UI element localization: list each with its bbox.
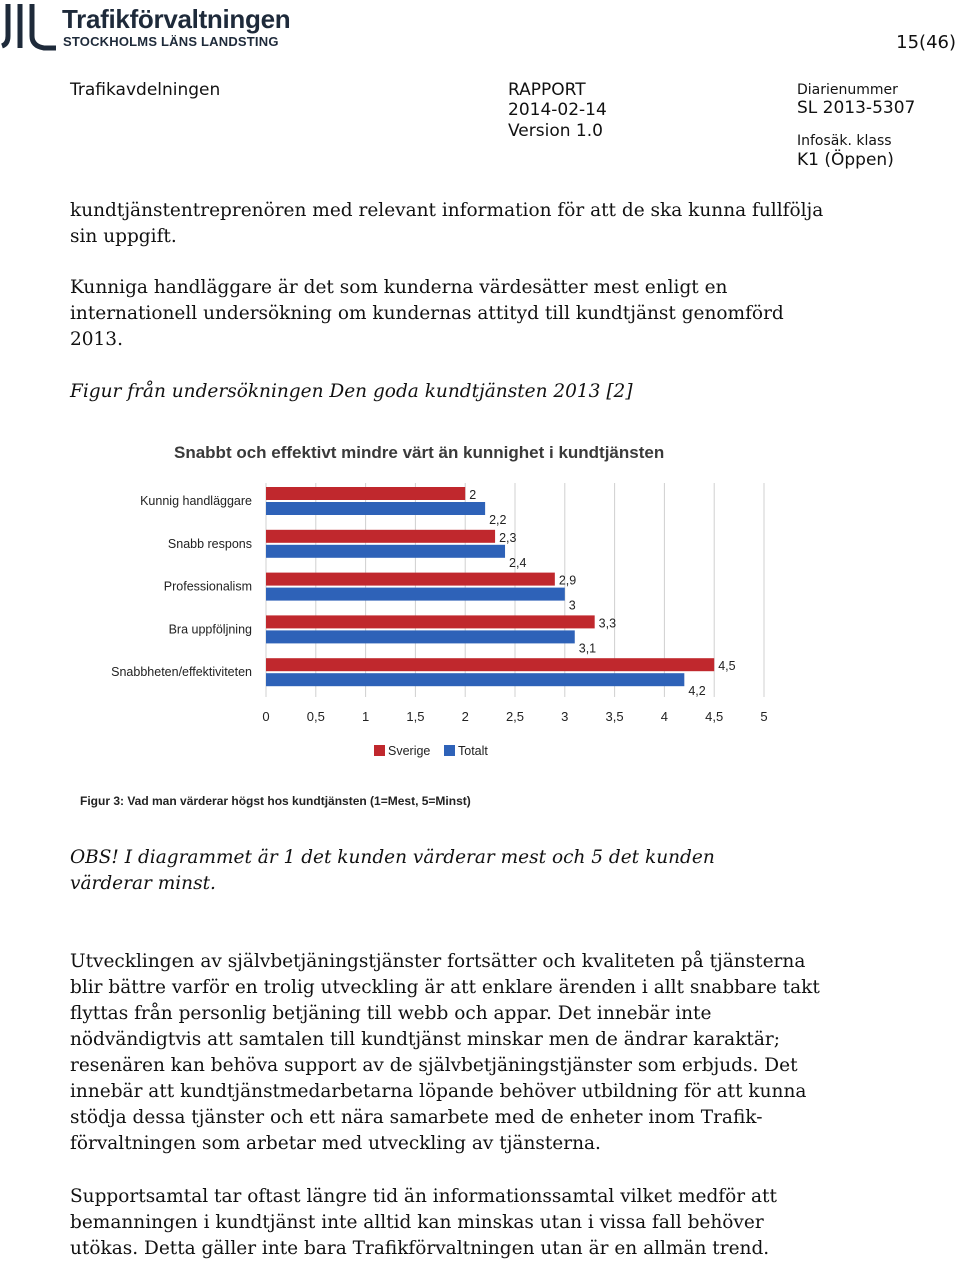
doc-version: Version 1.0: [508, 121, 603, 141]
chart-note: [70, 845, 830, 897]
data-label: 2: [469, 488, 477, 502]
organization-logo: [0, 0, 320, 52]
department-name: Trafikavdelningen: [70, 80, 221, 100]
x-tick-label: 0,5: [306, 709, 325, 724]
x-tick-label: 4: [660, 709, 669, 724]
x-tick-label: 2: [461, 709, 469, 724]
text-line: sin uppgift.: [70, 226, 177, 247]
bar-totalt: [266, 673, 684, 686]
x-tick-label: 0: [262, 709, 270, 724]
logo-subtitle: STOCKHOLMS LÄNS LANDSTING: [63, 34, 279, 49]
x-tick-label: 4,5: [705, 709, 724, 724]
x-tick-label: 1,5: [406, 709, 425, 724]
paragraph-1: [70, 198, 830, 250]
logo-mark-icon: [0, 0, 60, 52]
data-label: 4,2: [688, 684, 706, 699]
chart-x-ticks: [262, 709, 767, 724]
chart-categories: [111, 494, 252, 679]
bar-sverige: [266, 530, 495, 543]
text-line: resenären kan behöva support av de självbetjäningstjänster som erbjuds. Det: [70, 1055, 798, 1076]
page-number: 15(46): [896, 32, 956, 53]
logo-title: Trafikförvaltningen: [62, 4, 291, 34]
text-line: värderar minst.: [70, 873, 216, 894]
data-label: 3: [568, 598, 576, 613]
bar-chart: [60, 425, 780, 820]
legend-label-totalt: Totalt: [458, 744, 488, 758]
figure-caption: Figur 3: Vad man värderar högst hos kundtjänsten (1=Mest, 5=Minst): [80, 794, 471, 808]
legend-swatch-sverige: [374, 745, 385, 756]
data-label: 2,9: [558, 573, 577, 588]
paragraph-2: [70, 275, 830, 353]
doc-type: RAPPORT: [508, 80, 586, 100]
data-label: 2,4: [509, 555, 527, 570]
text-line: Kunniga handläggare är det som kunderna värdesätter mest enligt en: [70, 277, 728, 298]
legend-label-sverige: Sverige: [388, 744, 431, 758]
legend-swatch-totalt: [444, 745, 455, 756]
infosak-value: K1 (Öppen): [797, 150, 894, 170]
data-label: 4,5: [718, 659, 736, 674]
text-line: förvaltningen som arbetar med utveckling av tjänsterna.: [70, 1133, 601, 1154]
figure-label: Figur från undersökningen Den goda kundtjänsten 2013 [2]: [70, 381, 633, 402]
text-line: Supportsamtal tar oftast längre tid än informationssamtal vilket medför att: [70, 1186, 777, 1207]
text-line: bemanningen i kundtjänst inte alltid kan minskas utan i vissa fall behöver: [70, 1212, 764, 1233]
category-label: Professionalism: [163, 579, 252, 594]
x-tick-label: 5: [760, 709, 768, 724]
bar-sverige: [266, 573, 555, 586]
text-line: Utvecklingen av självbetjäningstjänster fortsätter och kvaliteten på tjänsterna: [70, 951, 806, 972]
text-line: nödvändigtvis att samtalen till kundtjänst minskar men de ändrar karaktär;: [70, 1029, 780, 1050]
bar-sverige: [266, 615, 595, 628]
chart-title: Snabbt och effektivt mindre värt än kunnighet i kundtjänsten: [174, 443, 665, 462]
x-tick-label: 1: [361, 709, 370, 724]
x-tick-label: 2,5: [505, 709, 525, 724]
bar-totalt: [266, 545, 505, 558]
category-label: Kunnig handläggare: [140, 494, 252, 508]
diarienummer-value: SL 2013-5307: [797, 98, 916, 118]
x-tick-label: 3: [561, 709, 569, 724]
bar-sverige: [266, 658, 714, 671]
text-line: innebär att kundtjänstmedarbetarna löpande behöver utbildning för att kunna: [70, 1081, 807, 1102]
chart-bars: [266, 487, 736, 698]
bar-sverige: [266, 487, 465, 500]
category-label: Snabb respons: [167, 536, 252, 551]
category-label: Bra uppföljning: [168, 622, 252, 637]
data-label: 2,3: [499, 530, 517, 545]
infosak-label: Infosäk. klass: [797, 133, 892, 149]
text-line: utökas. Detta gäller inte bara Trafikförvaltningen utan är en allmän trend.: [70, 1238, 770, 1259]
data-label: 3,3: [598, 616, 617, 631]
doc-date: 2014-02-14: [508, 100, 607, 120]
text-line: OBS! I diagrammet är 1 det kunden värderar mest och 5 det kunden: [70, 847, 715, 868]
diarienummer-label: Diarienummer: [797, 82, 898, 98]
text-line: 2013.: [70, 329, 123, 350]
data-label: 3,1: [578, 641, 597, 656]
paragraph-3: [70, 949, 830, 1157]
category-label: Snabbheten/effektiviteten: [111, 665, 252, 680]
data-label: 2,2: [489, 513, 507, 527]
bar-totalt: [266, 502, 485, 515]
text-line: kundtjänstentreprenören med relevant information för att de ska kunna fullfölja: [70, 200, 824, 221]
paragraph-4: [70, 1184, 830, 1262]
x-tick-label: 3,5: [605, 709, 624, 724]
bar-totalt: [266, 630, 575, 643]
text-line: internationell undersökning om kundernas attityd till kundtjänst genomförd: [70, 303, 784, 324]
text-line: blir bättre varför en trolig utveckling är att enklare ärenden i allt snabbare takt: [70, 977, 820, 998]
text-line: stödja dessa tjänster och ett nära samarbete med de enheter inom Trafik-: [70, 1107, 763, 1128]
bar-totalt: [266, 588, 565, 601]
text-line: flyttas från personlig betjäning till webb och appar. Det innebär inte: [70, 1003, 712, 1024]
chart-legend: [374, 744, 488, 758]
